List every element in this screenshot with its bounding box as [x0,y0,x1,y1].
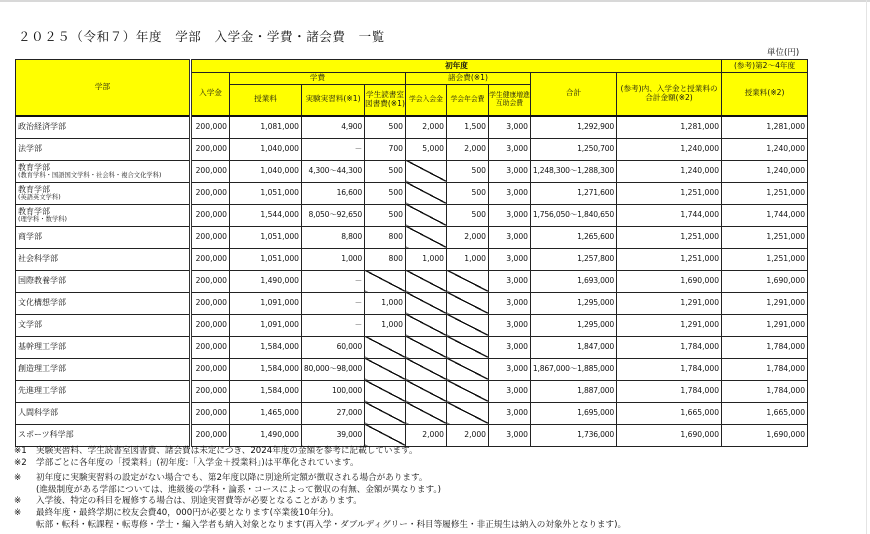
entrance-cell: 200,000 [191,182,230,204]
total-cell: 1,847,000 [531,336,617,358]
ref-tuition-cell: 1,251,000 [722,248,808,270]
table-row [16,116,808,139]
footnote-text: 学部ごとに各年度の「授業料」(初年度:「入学金＋授業料」)は平準化されています。 [36,457,359,468]
table-row [16,182,808,204]
ref-tuition-cell: 1,291,000 [722,292,808,314]
footnote [14,496,626,508]
header-ref-sum: (参考)内、入学金と授業料の合計金額(※2) [617,73,722,116]
table-row [16,204,808,226]
entrance-cell: 200,000 [191,116,230,139]
dept-name-cell [16,182,191,204]
soc-join-cell: 2,000 [406,424,447,446]
dept-name: スポーツ科学部 [18,430,74,440]
health-cell: 3,000 [489,424,531,446]
health-cell: 3,000 [489,160,531,182]
library-cell: 800 [365,248,406,270]
footnote-mark: ※1 [14,446,27,456]
dept-name-cell [16,292,191,314]
lab-cell: 1,000 [302,248,365,270]
table-row [16,358,808,380]
lab-cell: 4,300～44,300 [302,160,365,182]
entrance-cell: 200,000 [191,358,230,380]
health-cell: 3,000 [489,402,531,424]
tuition-cell: 1,091,000 [230,292,302,314]
ref-tuition-cell: 1,665,000 [722,402,808,424]
lab-cell: 27,000 [302,402,365,424]
library-not-applicable [365,402,406,424]
soc-annual-not-applicable [447,314,489,336]
header-ref-tuition: 授業料(※2) [722,73,808,116]
ref-sum-cell: 1,665,000 [617,402,722,424]
soc-annual-not-applicable [447,358,489,380]
ref-sum-cell: 1,251,000 [617,182,722,204]
health-cell: 3,000 [489,314,531,336]
tuition-cell: 1,490,000 [230,424,302,446]
soc-annual-cell: 500 [447,160,489,182]
soc-join-not-applicable [406,160,447,182]
ref-tuition-cell: 1,281,000 [722,116,808,139]
total-cell: 1,250,700 [531,138,617,160]
footnote-text: 転部・転科・転課程・転専修・学士・編入学者も納入対象となります(再入学・ダブルディグリー・科目等履修生・非正規生は納入の対象外となります)。 [36,519,627,530]
total-cell: 1,271,600 [531,182,617,204]
soc-join-not-applicable [406,358,447,380]
total-cell: 1,756,050～1,840,650 [531,204,617,226]
ref-sum-cell: 1,291,000 [617,292,722,314]
lab-cell: 39,000 [302,424,365,446]
lab-cell: － [302,270,365,292]
library-not-applicable [365,270,406,292]
entrance-cell: 200,000 [191,424,230,446]
ref-tuition-cell: 1,784,000 [722,358,808,380]
entrance-cell: 200,000 [191,248,230,270]
footnote-text: 初年度に実験実習料の設定がない場合でも、第2年度以降に別途所定額が徴収される場合があります。 [36,473,428,484]
footnotes [14,446,626,531]
footnote [14,508,626,520]
ref-tuition-cell: 1,251,000 [722,226,808,248]
dept-name-cell [16,314,191,336]
footnote-mark: ※2 [14,457,27,468]
total-cell: 1,292,900 [531,116,617,139]
dept-subtitle: (教育学科・国語国文学科・社会科・複合文化学科) [18,171,162,179]
dept-name-cell [16,160,191,182]
library-cell: 1,000 [365,314,406,336]
health-cell: 3,000 [489,138,531,160]
dept-name-cell [16,116,191,139]
entrance-cell: 200,000 [191,380,230,402]
dept-name: 文学部 [18,320,42,330]
soc-annual-cell: 1,000 [447,248,489,270]
dept-subtitle: (理学科・数学科) [18,215,67,223]
ref-sum-cell: 1,784,000 [617,336,722,358]
footnote [14,520,626,532]
soc-annual-cell: 500 [447,182,489,204]
footnote-text: 入学後、特定の科目を履修する場合は、別途実習費等が必要となることがあります。 [36,496,362,507]
dept-name: 商学部 [18,232,42,242]
health-cell: 3,000 [489,116,531,139]
total-cell: 1,295,000 [531,314,617,336]
table-row [16,336,808,358]
tuition-cell: 1,584,000 [230,380,302,402]
total-cell: 1,265,600 [531,226,617,248]
ref-tuition-cell: 1,240,000 [722,138,808,160]
dept-name-cell [16,248,191,270]
library-cell: 1,000 [365,292,406,314]
dept-name: 社会科学部 [18,254,58,264]
ref-sum-cell: 1,251,000 [617,248,722,270]
tuition-cell: 1,465,000 [230,402,302,424]
dept-name: 教育学部 [18,184,50,194]
header-dept: 学部 [16,60,191,116]
entrance-cell: 200,000 [191,204,230,226]
library-cell: 800 [365,226,406,248]
header-health: 学生健康増進互助会費 [489,85,531,116]
right-border [866,0,867,534]
entrance-cell: 200,000 [191,314,230,336]
library-not-applicable [365,358,406,380]
soc-join-not-applicable [406,292,447,314]
tuition-cell: 1,584,000 [230,336,302,358]
dept-name: 創造理工学部 [18,364,66,374]
total-cell: 1,736,000 [531,424,617,446]
header-tuition: 授業料 [230,85,302,116]
entrance-cell: 200,000 [191,292,230,314]
table-row [16,138,808,160]
ref-sum-cell: 1,784,000 [617,358,722,380]
tuition-cell: 1,091,000 [230,314,302,336]
soc-annual-not-applicable [447,292,489,314]
lab-cell: 60,000 [302,336,365,358]
library-not-applicable [365,424,406,446]
soc-join-not-applicable [406,204,447,226]
footnote-mark: ※ [14,496,22,507]
table-row [16,314,808,336]
dept-subtitle: (英語英文学科) [18,193,61,201]
lab-cell: 8,050～92,650 [302,204,365,226]
dept-name: 法学部 [18,144,42,154]
header-soc-join: 学会入会金 [406,85,447,116]
ref-sum-cell: 1,690,000 [617,424,722,446]
header-soc-annual: 学会年会費 [447,85,489,116]
ref-sum-cell: 1,291,000 [617,314,722,336]
top-border [0,0,870,2]
table-row [16,380,808,402]
total-cell: 1,693,000 [531,270,617,292]
health-cell: 3,000 [489,204,531,226]
tuition-cell: 1,051,000 [230,182,302,204]
header-ref-years: (参考)第2～4年度 [722,60,808,73]
ref-tuition-cell: 1,240,000 [722,160,808,182]
tuition-cell: 1,081,000 [230,116,302,139]
total-cell: 1,248,300～1,288,300 [531,160,617,182]
footnote-mark: ※ [14,507,22,518]
footnote [14,458,626,470]
dept-name: 教育学部 [18,206,50,216]
library-cell: 500 [365,204,406,226]
soc-join-not-applicable [406,270,447,292]
soc-annual-not-applicable [447,380,489,402]
ref-sum-cell: 1,690,000 [617,270,722,292]
dept-name-cell [16,424,191,446]
total-cell: 1,887,000 [531,380,617,402]
entrance-cell: 200,000 [191,138,230,160]
soc-join-not-applicable [406,380,447,402]
entrance-cell: 200,000 [191,270,230,292]
soc-annual-cell: 2,000 [447,424,489,446]
table-row [16,248,808,270]
entrance-cell: 200,000 [191,226,230,248]
health-cell: 3,000 [489,292,531,314]
soc-join-cell: 2,000 [406,116,447,139]
soc-join-cell: 1,000 [406,248,447,270]
soc-join-cell: 5,000 [406,138,447,160]
soc-annual-not-applicable [447,270,489,292]
ref-tuition-cell: 1,744,000 [722,204,808,226]
dept-name-cell [16,336,191,358]
dept-name: 基幹理工学部 [18,342,66,352]
ref-sum-cell: 1,240,000 [617,138,722,160]
fee-table [15,59,808,447]
soc-annual-not-applicable [447,402,489,424]
table-row [16,424,808,446]
footnote-text: 実験実習料、学生読書室図書費、諸会費は未定につき、2024年度の金額を参考に記載しています。 [36,446,418,456]
tuition-cell: 1,040,000 [230,138,302,160]
dept-name-cell [16,358,191,380]
total-cell: 1,867,000～1,885,000 [531,358,617,380]
dept-name: 人間科学部 [18,408,58,418]
ref-sum-cell: 1,251,000 [617,226,722,248]
table-row [16,292,808,314]
total-cell: 1,695,000 [531,402,617,424]
lab-cell: － [302,314,365,336]
library-not-applicable [365,336,406,358]
footnote-text: (進級制度がある学部については、進級後の学科・論系・コースによって徴収の有無、金額が異なります。) [36,484,442,495]
health-cell: 3,000 [489,182,531,204]
tuition-cell: 1,544,000 [230,204,302,226]
ref-sum-cell: 1,281,000 [617,116,722,139]
footnote-text: 最終年度・最終学期に校友会費40，000円が必要となります(卒業後10年分)。 [36,507,339,518]
library-cell: 500 [365,116,406,139]
footnote [14,485,626,497]
soc-annual-cell: 500 [447,204,489,226]
header-library: 学生読書室図書費(※1) [365,85,406,116]
ref-tuition-cell: 1,690,000 [722,424,808,446]
total-cell: 1,295,000 [531,292,617,314]
table-row [16,226,808,248]
dept-name-cell [16,380,191,402]
ref-tuition-cell: 1,251,000 [722,182,808,204]
tuition-cell: 1,490,000 [230,270,302,292]
health-cell: 3,000 [489,226,531,248]
soc-join-not-applicable [406,182,447,204]
library-not-applicable [365,380,406,402]
header-tuition-group: 学費 [230,73,406,85]
lab-cell: － [302,292,365,314]
lab-cell: － [302,138,365,160]
footnote [14,473,626,485]
header-entrance: 入学金 [191,73,230,116]
library-cell: 500 [365,182,406,204]
table-row [16,402,808,424]
page-title: ２０２５（令和７）年度 学部 入学金・学費・諸会費 一覧 [18,29,385,44]
soc-join-not-applicable [406,314,447,336]
lab-cell: 80,000～98,000 [302,358,365,380]
table-row [16,270,808,292]
unit-label: 単位(円) [767,48,800,58]
dept-name: 文化構想学部 [18,298,66,308]
entrance-cell: 200,000 [191,402,230,424]
total-cell: 1,257,800 [531,248,617,270]
dept-name: 政治経済学部 [18,122,66,132]
dept-name-cell [16,138,191,160]
dept-name-cell [16,204,191,226]
entrance-cell: 200,000 [191,336,230,358]
header-total: 合計 [531,73,617,116]
soc-annual-not-applicable [447,336,489,358]
ref-tuition-cell: 1,690,000 [722,270,808,292]
library-cell: 500 [365,160,406,182]
tuition-cell: 1,584,000 [230,358,302,380]
health-cell: 3,000 [489,270,531,292]
ref-sum-cell: 1,240,000 [617,160,722,182]
header-lab: 実験実習料(※1) [302,85,365,116]
ref-sum-cell: 1,744,000 [617,204,722,226]
dept-name-cell [16,402,191,424]
soc-annual-cell: 1,500 [447,116,489,139]
footnote [14,446,626,458]
health-cell: 3,000 [489,248,531,270]
lab-cell: 4,900 [302,116,365,139]
header-fees-group: 諸会費(※1) [406,73,531,85]
soc-join-not-applicable [406,226,447,248]
fee-table-body [16,116,808,447]
entrance-cell: 200,000 [191,160,230,182]
soc-annual-cell: 2,000 [447,138,489,160]
header-first-year: 初年度 [191,60,722,73]
dept-name: 国際教養学部 [18,276,66,286]
soc-join-not-applicable [406,336,447,358]
dept-name: 先進理工学部 [18,386,66,396]
lab-cell: 16,600 [302,182,365,204]
dept-name: 教育学部 [18,162,50,172]
tuition-cell: 1,040,000 [230,160,302,182]
health-cell: 3,000 [489,336,531,358]
ref-tuition-cell: 1,291,000 [722,314,808,336]
health-cell: 3,000 [489,358,531,380]
health-cell: 3,000 [489,380,531,402]
tuition-cell: 1,051,000 [230,248,302,270]
ref-tuition-cell: 1,784,000 [722,336,808,358]
tuition-cell: 1,051,000 [230,226,302,248]
ref-tuition-cell: 1,784,000 [722,380,808,402]
dept-name-cell [16,270,191,292]
dept-name-cell [16,226,191,248]
lab-cell: 8,800 [302,226,365,248]
footnote-mark: ※ [14,473,22,484]
library-cell: 700 [365,138,406,160]
soc-join-not-applicable [406,402,447,424]
lab-cell: 100,000 [302,380,365,402]
soc-annual-cell: 2,000 [447,226,489,248]
ref-sum-cell: 1,784,000 [617,380,722,402]
table-row [16,160,808,182]
